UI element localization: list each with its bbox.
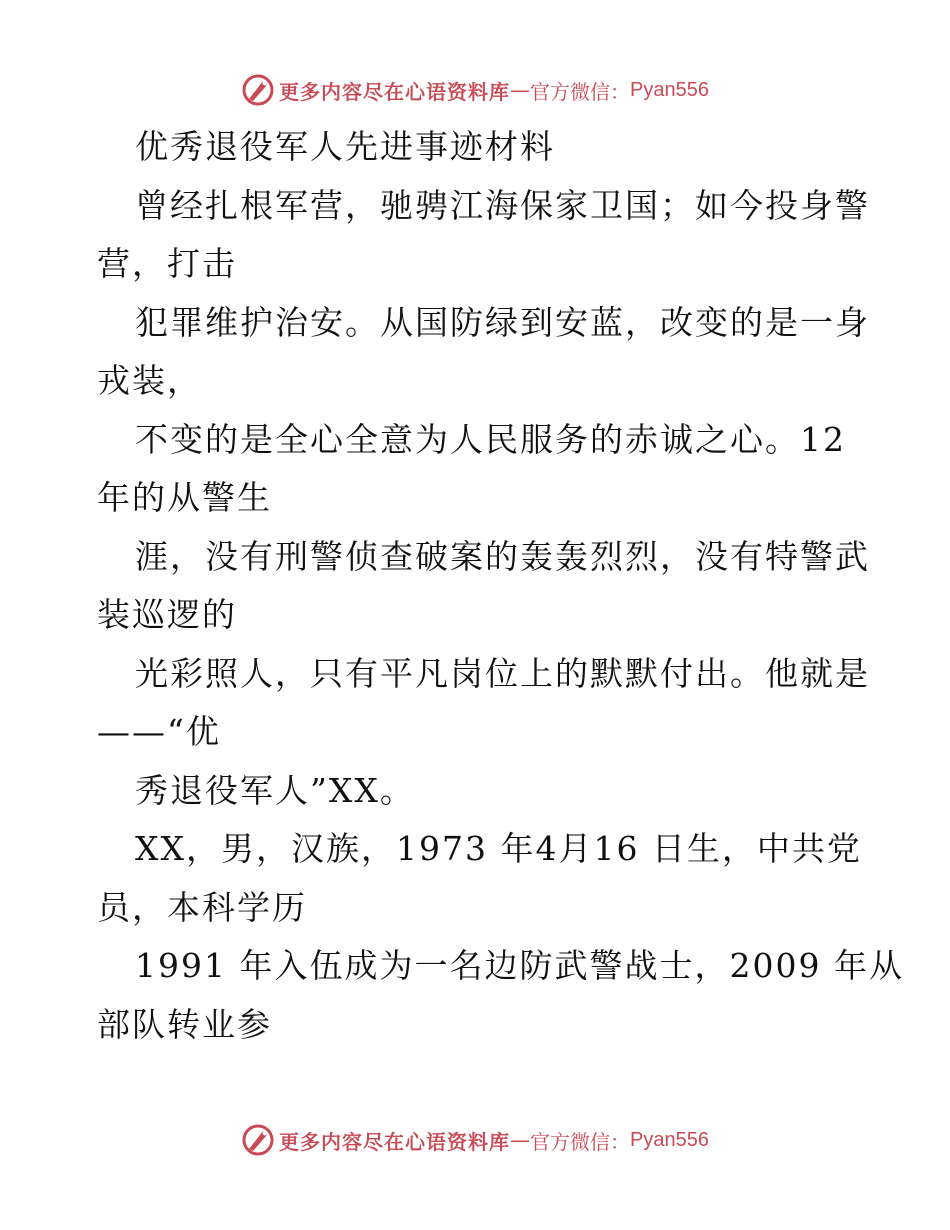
footer-watermark-banner [0, 1118, 950, 1162]
document-line: ——“优 [97, 712, 221, 751]
document-line: 光彩照人，只有平凡岗位上的默默付出。他就是 [135, 653, 870, 693]
banner-wechat-label: 官方微信： [530, 1129, 631, 1154]
banner-separator: — [510, 78, 531, 102]
header-watermark-banner [0, 68, 950, 112]
banner-separator: — [510, 1128, 531, 1152]
document-line: 曾经扎根军营，驰骋江海保家卫国；如今投身警 [135, 185, 870, 225]
pen-logo-icon [241, 73, 275, 107]
document-line: 装巡逻的 [97, 595, 237, 634]
document-line: 1991 年入伍成为一名边防武警战士，2009 年从 [135, 946, 904, 985]
document-line: 不变的是全心全意为人民服务的赤诚之心。12 [135, 419, 846, 459]
document-line: 优秀退役军人先进事迹材料 [135, 127, 555, 166]
document-body [97, 118, 904, 1054]
banner-wechat-handle: Pyan556 [630, 78, 709, 101]
banner-wechat-label: 官方微信： [530, 79, 631, 104]
document-line: 秀退役军人”XX。 [135, 770, 415, 810]
document-line: 员，本科学历 [97, 887, 307, 927]
document-line: 犯罪维护治安。从国防绿到安蓝，改变的是一身 [135, 302, 870, 342]
pen-logo-icon [241, 1123, 275, 1157]
document-line: 营，打击 [97, 244, 237, 283]
document-line: 部队转业参 [97, 1004, 272, 1044]
banner-brand-text: 更多内容尽在心语资料库 [279, 79, 511, 104]
banner-wechat-handle: Pyan556 [630, 1128, 709, 1151]
document-line: 年的从警生 [97, 478, 272, 517]
document-line: 涯，没有刑警侦查破案的轰轰烈烈，没有特警武 [135, 536, 870, 576]
document-line: 戎装， [97, 361, 202, 400]
document-line: XX，男，汉族，1973 年4月16 日生，中共党 [135, 829, 862, 868]
banner-brand-text: 更多内容尽在心语资料库 [279, 1129, 511, 1154]
